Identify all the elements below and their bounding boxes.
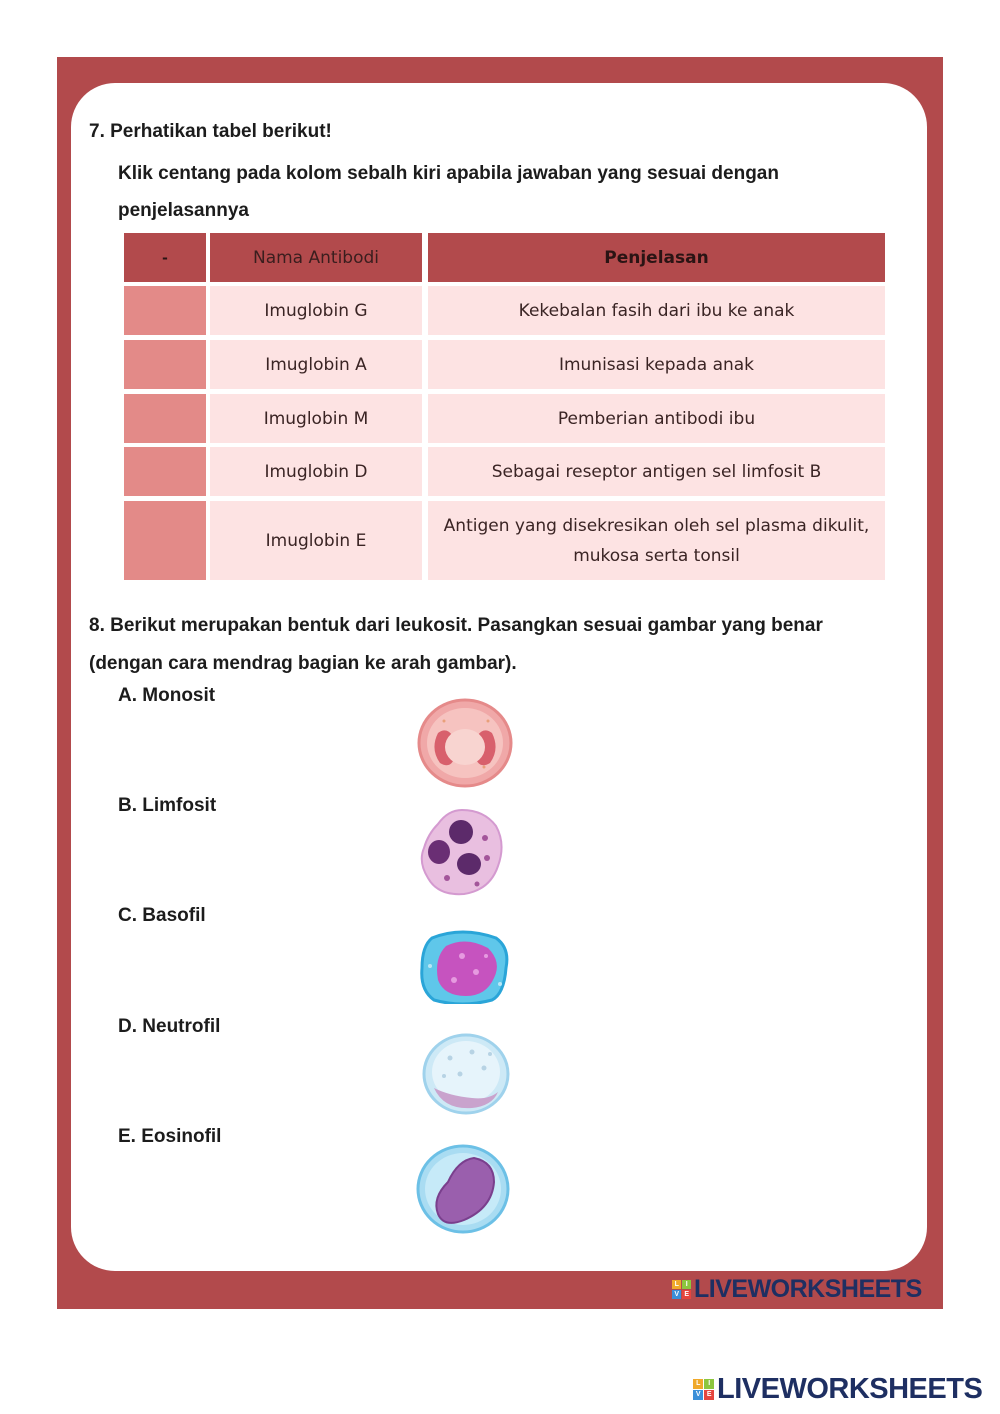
- antibody-desc: Sebagai reseptor antigen sel limfosit B: [428, 447, 885, 496]
- antibody-name: Imuglobin D: [210, 447, 422, 496]
- brand-badge-icon: L I V E: [672, 1280, 691, 1299]
- question-7-title: 7. Perhatikan tabel berikut!: [89, 121, 332, 142]
- draggable-option-neutrofil[interactable]: D. Neutrofil: [118, 1016, 221, 1037]
- leukocyte-image-blue-with-purple-nucleus[interactable]: [414, 1142, 512, 1236]
- draggable-option-monosit[interactable]: A. Monosit: [118, 685, 216, 706]
- antibody-name: Imuglobin G: [210, 286, 422, 335]
- antibody-name: Imuglobin A: [210, 340, 422, 389]
- question-8-title: 8. Berikut merupakan bentuk dari leukosit. Pasangkan sesuai gambar yang benar (dengan cara mendrag bagian ke arah gambar).: [89, 615, 823, 674]
- draggable-option-eosinofil[interactable]: E. Eosinofil: [118, 1126, 222, 1147]
- leukocyte-image-blue-magenta[interactable]: [418, 928, 510, 1004]
- brand-name: LIVEWORKSHEETS: [694, 1275, 922, 1303]
- brand-name: LIVEWORKSHEETS: [717, 1373, 983, 1405]
- liveworksheets-logo-footer: [693, 1373, 982, 1406]
- check-cell-4[interactable]: [124, 447, 206, 496]
- table-header-desc: Penjelasan: [428, 233, 885, 282]
- leukocyte-image-pale-blue[interactable]: [420, 1032, 512, 1116]
- antibody-name: Imuglobin M: [210, 394, 422, 443]
- table-header-name: Nama Antibodi: [210, 233, 422, 282]
- antibody-desc: Antigen yang disekresikan oleh sel plasma dikulit, mukosa serta tonsil: [428, 501, 885, 580]
- check-cell-1[interactable]: [124, 286, 206, 335]
- check-cell-5[interactable]: [124, 501, 206, 580]
- antibody-desc: Kekebalan fasih dari ibu ke anak: [428, 286, 885, 335]
- liveworksheets-logo-inner: [672, 1275, 922, 1304]
- check-cell-3[interactable]: [124, 394, 206, 443]
- draggable-option-limfosit[interactable]: B. Limfosit: [118, 795, 217, 816]
- check-cell-2[interactable]: [124, 340, 206, 389]
- brand-badge-icon: L I V E: [693, 1379, 714, 1400]
- antibody-desc: Pemberian antibodi ibu: [428, 394, 885, 443]
- question-7-instruction: Klik centang pada kolom sebalh kiri apabila jawaban yang sesuai dengan penjelasannya: [118, 163, 779, 221]
- antibody-desc: Imunisasi kepada anak: [428, 340, 885, 389]
- antibody-name: Imuglobin E: [210, 501, 422, 580]
- table-header-check: -: [124, 233, 206, 282]
- leukocyte-image-purple-granular[interactable]: [417, 806, 507, 898]
- leukocyte-image-pink-bilobed[interactable]: [414, 697, 516, 789]
- draggable-option-basofil[interactable]: C. Basofil: [118, 905, 206, 926]
